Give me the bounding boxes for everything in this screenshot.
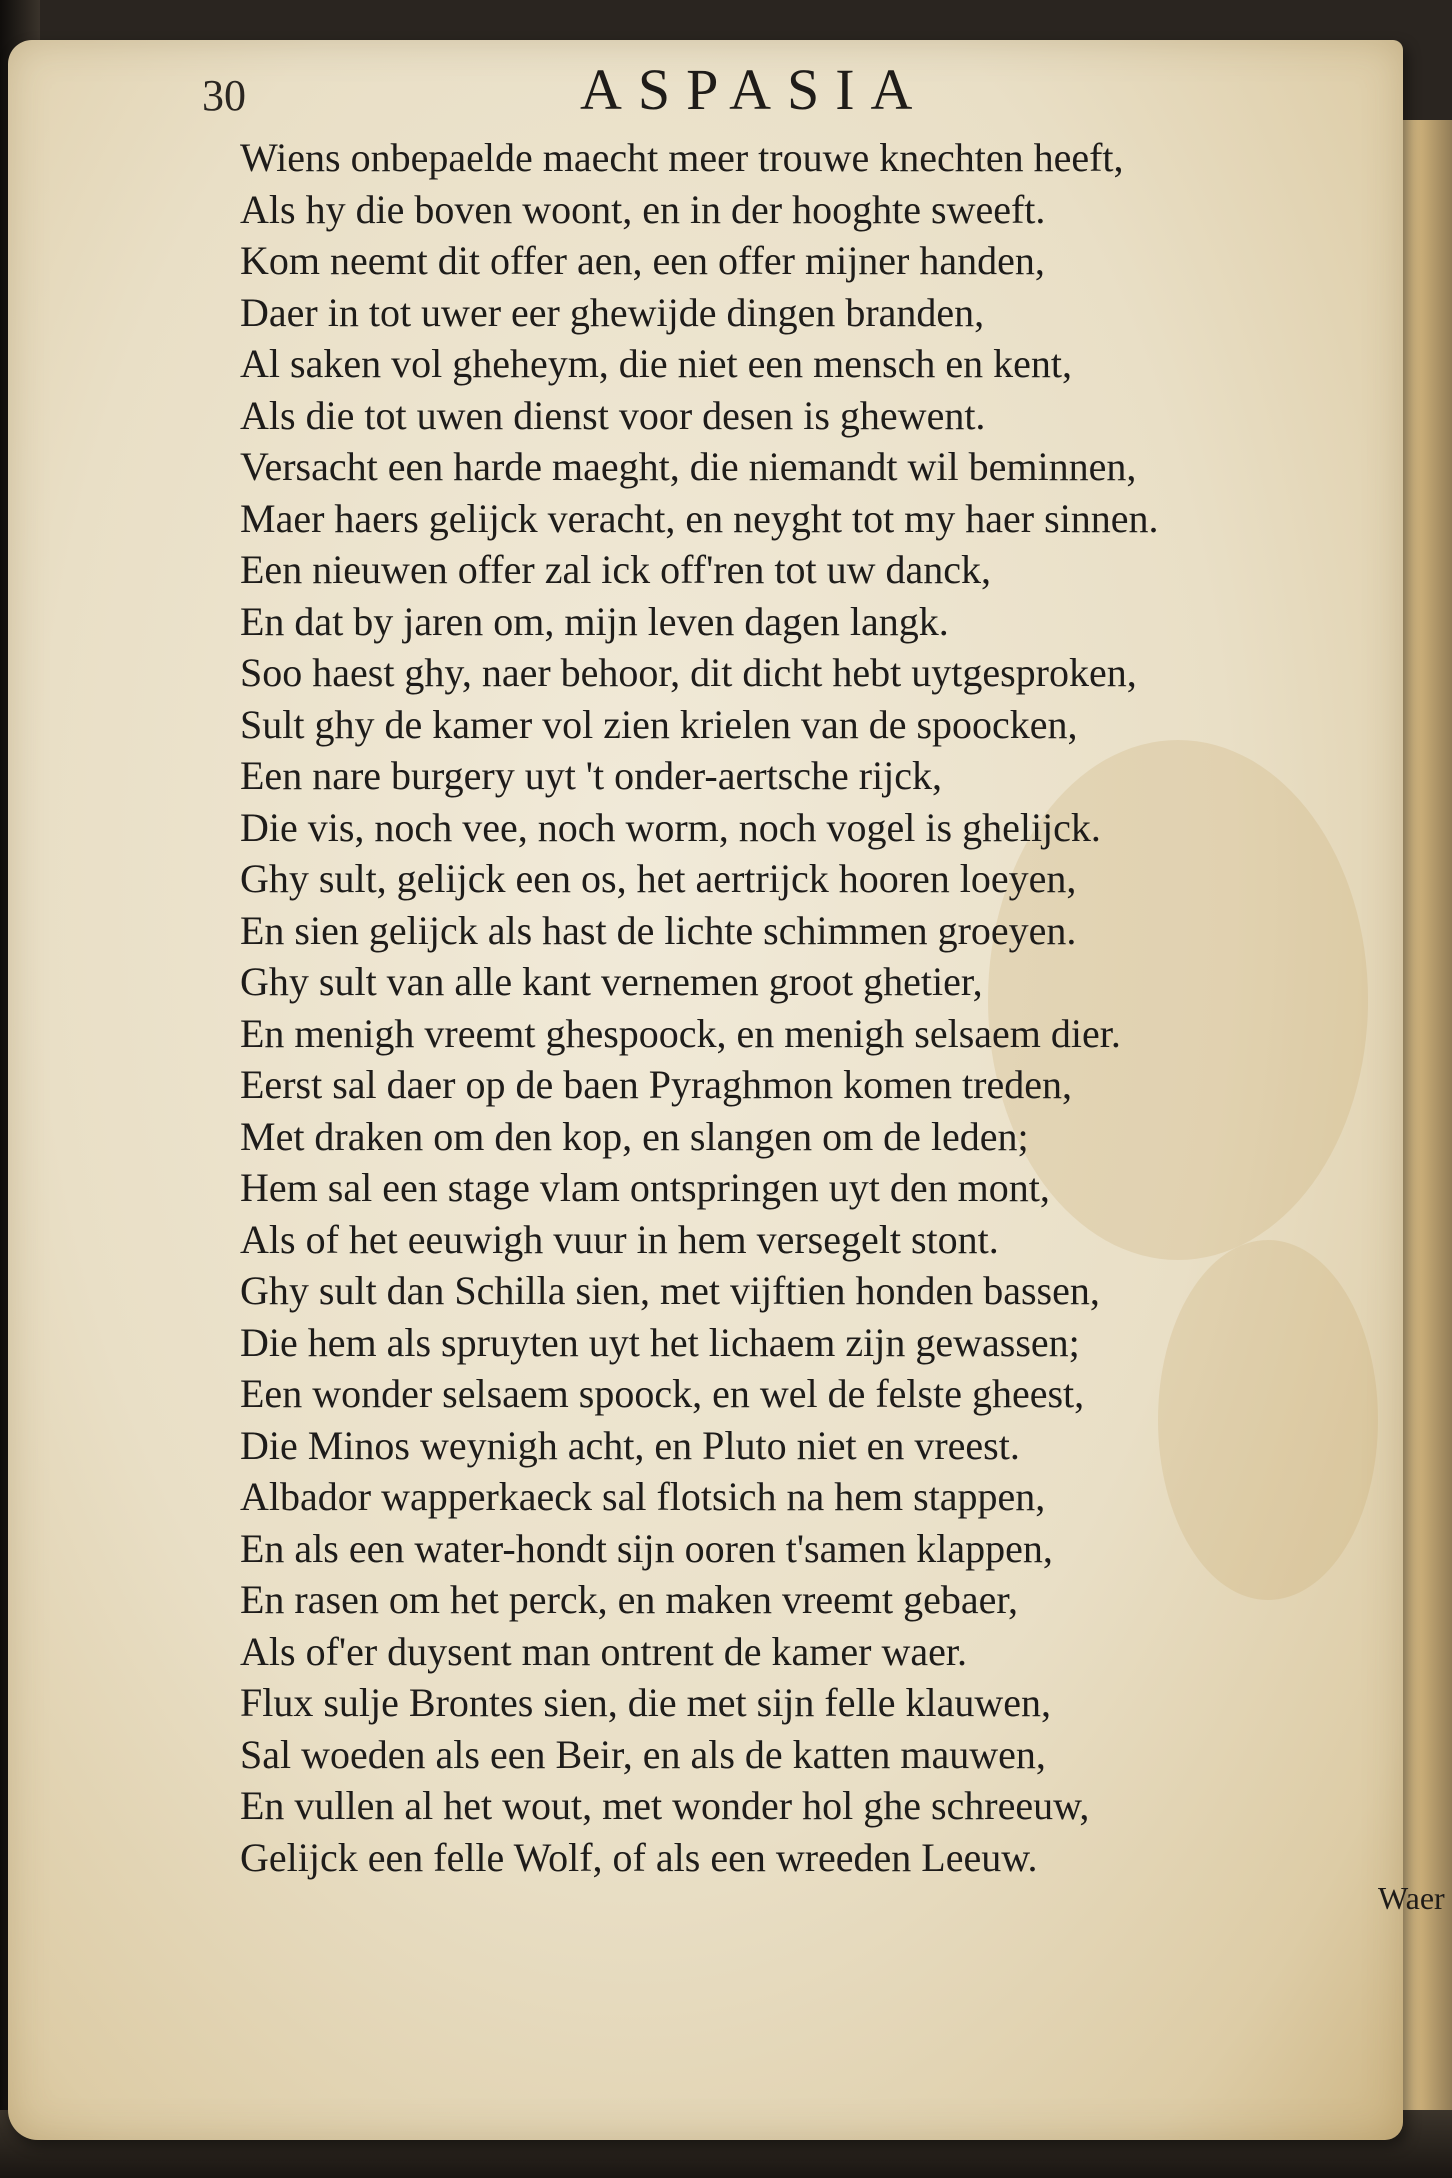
poem-line: Een wonder selsaem spoock, en wel de felste gheest, [240,1371,1085,1416]
poem-line: En rasen om het perck, en maken vreemt gebaer, [240,1577,1019,1622]
poem-line: Flux sulje Brontes sien, die met sijn felle klauwen, [240,1680,1051,1725]
running-head: ASPASIA [580,57,929,122]
poem-line: Sal woeden als een Beir, en als de katten mauwen, [240,1731,1046,1777]
poem-line: Ghy sult dan Schilla sien, met vijftien honden bassen, [240,1268,1100,1313]
poem-line: Als of'er duysent man ontrent de kamer waer. [240,1628,967,1674]
poem-line: Maer haers gelijck veracht, en neyght tot my haer sinnen. [240,495,1159,541]
page-number: 30 [202,71,246,120]
poem-line: Die Minos weynigh acht, en Pluto niet en vreest. [240,1422,1020,1468]
poem-line: Hem sal een stage vlam ontspringen uyt den mont, [240,1165,1050,1210]
poem-line: Als of het eeuwigh vuur in hem versegelt stont. [240,1216,999,1262]
poem-line: Als die tot uwen dienst voor desen is ghewent. [240,392,986,438]
poem-line: Een nare burgery uyt 't onder-aertsche rijck, [240,753,943,798]
poem-line: En als een water-hondt sijn ooren t'samen klappen, [240,1525,1053,1571]
poem-line: Ghy sult, gelijck een os, het aertrijck hooren loeyen, [240,856,1077,901]
poem-line: Ghy sult van alle kant vernemen groot ghetier, [240,959,983,1004]
poem-line: Die hem als spruyten uyt het lichaem zijn gewassen; [240,1319,1080,1365]
poem-line: En menigh vreemt ghespoock, en menigh selsaem dier. [240,1010,1121,1056]
poem-line: Als hy die boven woont, en in der hooghte sweeft. [240,186,1046,232]
poem-line: Die vis, noch vee, noch worm, noch vogel is ghelijck. [240,804,1101,850]
poem-line: Kom neemt dit offer aen, een offer mijner handen, [240,238,1045,283]
poem-line: Sult ghy de kamer vol zien krielen van de spoocken, [240,701,1078,747]
poem-line: Eerst sal daer op de baen Pyraghmon komen treden, [240,1062,1072,1107]
catchword: Waer [1378,1880,1445,1916]
poem-line: Met draken om den kop, en slangen om de leden; [240,1113,1029,1159]
poem-line: Versacht een harde maeght, die niemandt wil beminnen, [240,444,1137,489]
poem-line: Albador wapperkaeck sal flotsich na hem stappen, [240,1474,1046,1519]
poem-line: Wiens onbepaelde maecht meer trouwe knechten heeft, [240,135,1124,180]
poem-line: Een nieuwen offer zal ick off'ren tot uw danck, [240,547,991,592]
poem-line: Soo haest ghy, naer behoor, dit dicht hebt uytgesproken, [240,650,1137,695]
poem-line: Al saken vol gheheym, die niet een mensch en kent, [240,341,1072,386]
poem-line: En vullen al het wout, met wonder hol ghe schreeuw, [240,1783,1090,1828]
poem-line: Daer in tot uwer eer ghewijde dingen branden, [240,289,985,335]
poem-text [240,132,1390,1883]
poem-line: Gelijck een felle Wolf, of als een wreeden Leeuw. [240,1834,1038,1880]
poem-line: En dat by jaren om, mijn leven dagen langk. [240,598,949,644]
poem-line: En sien gelijck als hast de lichte schimmen groeyen. [240,907,1077,953]
